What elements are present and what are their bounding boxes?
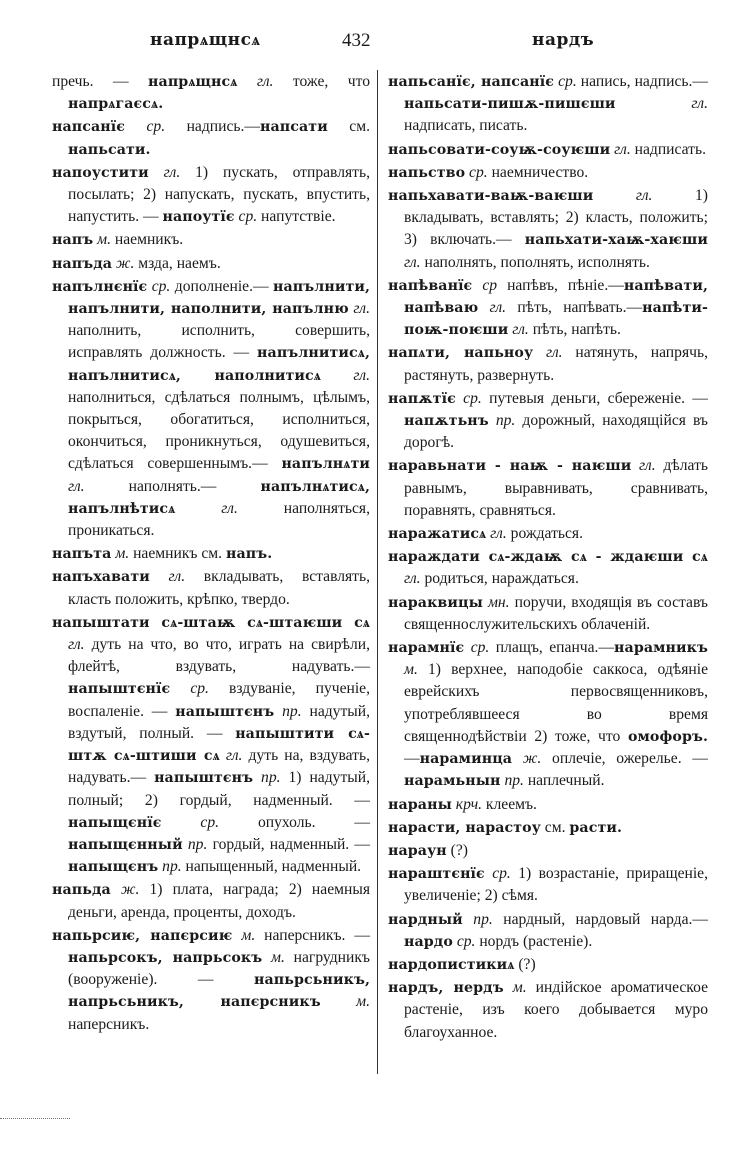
dictionary-entry [388,817,708,839]
headword: нардо [404,933,453,950]
headword: нардный [388,911,463,928]
definition-text: родиться, нараждаться. [420,570,579,588]
headword: напъда [52,255,113,272]
page-number: 432 [342,30,371,51]
dictionary-entry [52,612,370,878]
dictionary-entry [52,276,370,542]
headword: нараминца [419,751,513,768]
dictionary-entry [388,592,708,636]
header-left-word: напрѧщнсѧ [150,30,261,50]
grammar-label: пр. [182,835,208,853]
dictionary-entry [52,566,370,610]
grammar-label: гл. [486,525,507,543]
headword: напсати [260,119,328,136]
headword: напълнити, напълнити, наполнити, напълню [68,278,371,318]
headword: напълнитисѧ, напълнитисѧ, наполнитисѧ [68,345,370,384]
headword: нараштєнїє [388,866,485,883]
headword: напьрсиѥ, напєрсиѥ [52,927,233,944]
definition-text: дополненіе.— [170,277,273,295]
dictionary-entry [52,253,370,275]
column-divider [377,70,378,1074]
grammar-label: пр. [500,772,524,790]
definition-text: наполнять, пополнять, исполнять. [420,253,650,271]
headword: напыщєнный [68,836,183,853]
definition-text: наплечный. [523,772,605,790]
grammar-label: гл. [610,140,631,158]
definition-text: индійское ароматическое растеніе, изъ коего добывается муро благоуханное. [404,979,709,1041]
dictionary-entry [388,977,708,1044]
definition-text: (?) [446,841,468,859]
definition-text: дуть на что, во что, играть на свирѣли, флейтѣ, вздувать, надувать.— [68,636,370,676]
headword: нараун [388,842,447,859]
headword: нарамнїє [388,640,465,657]
grammar-label: гл. [478,299,507,317]
dictionary-entry [388,840,708,862]
definition-text: наемникъ. [111,231,184,249]
grammar-label: ж. [512,750,542,768]
grammar-label: ср. [125,118,166,136]
definition-text: надписать, писать. [404,117,528,135]
grammar-label: м. [262,948,285,966]
definition-text: наполнять.— [84,477,261,495]
definition-text: 1) надутый, полный; 2) гордый, надменный. — [68,769,370,809]
dictionary-entry [388,275,708,342]
dictionary-entry [388,637,708,792]
grammar-label: ср [472,276,498,294]
headword: напѧти, напьноу [388,345,534,362]
headword: напѣванїє [388,277,473,294]
definition-text: напыщенный, надменный. [181,858,362,876]
definition-text: — [404,750,420,768]
definition-text: опухоль. — [219,813,371,831]
headword: напьхати-хаѭ-хаѥши [524,232,708,249]
definition-text: натянуть, напрячь, растянуть, развернуть. [404,344,708,384]
dictionary-entry [388,546,708,590]
grammar-label: гл. [404,253,421,271]
grammar-label: ж. [110,881,140,899]
definition-text: 1) возрастаніе, приращеніе, увеличеніе; 2) сѣмя. [404,865,709,905]
headword: напѣвати, напѣваю [404,277,708,317]
definition-text: пѣть, напѣвать.— [506,299,643,317]
definition-text: дѣлать равнымъ, выравнивать, сравнивать, поравнять, сравняться. [404,457,708,519]
definition-text: наполняться, проникаться. [68,499,370,540]
dictionary-entry [52,162,370,229]
definition-text: надутый, вздутый, полный. — [68,702,371,742]
grammar-label: м. [404,661,418,679]
page-header [0,30,735,60]
right-column [388,71,708,1045]
grammar-label: гл. [533,344,563,362]
definition-text: см. [540,818,570,836]
dictionary-entry [388,162,708,184]
headword: напыштати сѧ-штаѭ сѧ-штаѥши сѧ [52,614,370,631]
grammar-label: пр. [274,702,302,720]
headword: напрѧгаєсѧ. [68,96,164,113]
definition-text: пречь. — [52,73,149,90]
headword: напыштити сѧ-штѫ сѧ-штиши сѧ [68,725,370,765]
grammar-label: гл. [68,477,85,495]
definition-text: мзда, наемъ. [134,254,221,272]
grammar-label: пр. [158,858,182,876]
definition-text: тоже, что [273,73,371,90]
headword: наражатисѧ [388,526,487,543]
grammar-label: м. [320,993,370,1011]
page-edge-mark [0,1118,70,1125]
definition-text: путевыя деньги, сбереженіе. — [481,389,708,407]
headword: наравьнати - наѭ - наѥши [388,458,632,475]
headword: напоутїє [162,209,235,226]
headword: напьхавати-ваѭ-ваѥши [388,188,594,205]
grammar-label: пр. [253,769,281,787]
grammar-label: крч. [451,795,483,813]
definition-text: см. [327,118,370,136]
grammar-label: ср. [147,277,171,295]
dictionary-entry [388,909,708,953]
grammar-label: гл. [593,187,653,205]
headword: напѣти-поѭ-поѥши [404,300,708,339]
grammar-label: гл. [68,636,85,654]
grammar-label: гл. [237,73,274,90]
dictionary-entry [388,954,708,976]
headword: нарамьнын [404,773,501,790]
header-right-word: нардъ [532,30,595,50]
definition-text: наперсникъ. — [255,926,370,944]
dictionary-entry [52,879,370,923]
headword: нараны [388,796,452,813]
grammar-label: ср. [484,865,511,883]
headword: напсанїє [52,119,126,136]
dictionary-entry [52,543,370,565]
headword: нардопистикиѧ [388,956,515,973]
grammar-label: ср. [465,163,488,181]
definition-text: наполнить, исполнить, совершить, исправлять должность. — [68,322,370,362]
dictionary-entry [388,342,708,386]
headword: напьсовати-соуѭ-соуѥши [388,141,611,158]
headword: напьсати. [68,141,151,158]
headword: нардъ, нердъ [388,980,504,997]
headword: напълнєнїє [52,278,148,295]
definition-text: 1) вкладывать, вставлять; 2) класть, положить; 3) включать.— [404,187,708,249]
headword: нараждати сѧ-ждаѭ сѧ - ждаѥши сѧ [388,549,708,566]
grammar-label: м. [93,231,111,249]
grammar-label: гл. [348,300,370,318]
grammar-label: ср. [234,208,258,226]
dictionary-entry [388,139,708,161]
dictionary-entry [388,185,708,274]
grammar-label: м. [111,545,130,563]
definition-text: надписать. [630,140,706,158]
grammar-label: гл. [508,321,529,339]
definition-text: клеемъ. [482,795,537,813]
headword: напьсати-пишѫ-пишєши [404,96,616,113]
headword: напълнѧтисѧ, напълнѣтисѧ [68,478,370,517]
dictionary-entry [388,388,708,455]
definition-text: оплечіе, ожерелье. — [541,750,708,768]
grammar-label: гл. [631,457,656,475]
definition-text: дуть на, вздувать, надувать.— [68,747,370,787]
headword: напыщєнъ [68,859,159,876]
headword: омофоръ. [627,728,708,745]
definition-text: (?) [514,955,536,973]
definition-text: гордый, надменный. — [207,835,370,853]
grammar-label: пр. [488,412,516,430]
definition-text: напѣвъ, пѣніе.— [497,276,624,294]
grammar-label: ср. [455,389,482,407]
headword: напьство [388,164,466,181]
definition-text: наполниться, сдѣлаться полнымъ, цѣлымъ, покрыться, обогатиться, исполниться, окончиться, проникнуться, одушевиться, сдѣлаться совершеннымъ.— [68,388,370,473]
dictionary-entry [388,863,708,907]
headword: напыштєнъ [154,770,254,787]
headword: напѫтїє [388,390,456,407]
headword: нарамникъ [614,640,708,657]
grammar-label: гл. [149,568,186,586]
definition-text: рождаться. [506,525,583,543]
headword: напѫтьнъ [404,413,489,430]
headword: напоустити [52,164,149,181]
headword: напъта [52,546,112,563]
headword: нарасти, нарастоу [388,819,541,836]
grammar-label: гл. [219,747,243,765]
definition-text: 1) плата, награда; 2) наемныя деньги, аренда, проценты, доходъ. [68,881,370,921]
dictionary-entry [52,116,370,160]
definition-text: 1) верхнее, наподобіе саккоса, одѣяніе еврейскихъ первосвященниковъ, употреблявшееся во время священнодѣйствіи 2) тоже, что [404,661,708,745]
headword: напъ. [225,546,273,563]
dictionary-entry [388,523,708,545]
dictionary-entry [388,794,708,816]
headword: напрѧщнсѧ [148,74,238,90]
left-column [52,71,370,1037]
headword: напьрсокъ, напрьсокъ [68,949,263,966]
grammar-label: гл. [148,163,181,181]
definition-text: плащъ, епанча.— [489,639,615,657]
dictionary-entry [388,71,708,138]
headword: напьсанїє, напсанїє [388,74,555,90]
grammar-label: гл. [615,95,708,113]
headword: напьда [52,882,111,899]
definition-text: напутствіе. [257,208,336,226]
headword: напълнѧти [281,456,370,473]
headword: расти. [569,819,622,836]
definition-text: вздуваніе, пученіе, воспаленіе. — [68,680,371,720]
grammar-label: м. [503,979,527,997]
grammar-label: гл. [175,499,238,517]
headword: напъ [52,232,94,249]
dictionary-entry [52,925,370,1036]
grammar-label: ср. [452,932,476,950]
headword: напыштєнїє [68,681,171,698]
grammar-label: гл. [320,366,370,384]
headword: напыштєнъ [175,703,275,720]
grammar-label: мн. [482,593,510,611]
definition-text: наемникъ см. [129,545,226,563]
grammar-label: ж. [112,254,135,272]
headword: нараквицы [388,594,483,611]
grammar-label: м. [232,926,256,944]
definition-text: дорожный, находящійся въ дорогѣ. [404,412,708,452]
dictionary-entry [52,71,370,115]
definition-text: наперсникъ. [68,1015,150,1033]
grammar-label: пр. [462,910,493,928]
headword: напыщєнїє [68,814,162,831]
headword: напъхавати [52,569,150,586]
definition-text: наемничество. [487,163,589,181]
grammar-label: ср. [554,73,577,90]
definition-text: 1) пускать, отправлять, посылать; 2) напускать, пускать, впустить, напустить. — [68,163,370,226]
dictionary-entry [388,455,708,522]
headword: напьрсьникъ, напрьсьникъ, напєрсникъ [68,972,370,1011]
definition-text: поручи, входящія въ составъ священнослужительскихъ облаченій. [404,593,708,633]
dictionary-entry [52,229,370,251]
definition-text: нагрудникъ (вооруженіе). — [68,948,371,989]
grammar-label: ср. [464,639,490,657]
grammar-label: ср. [170,680,209,698]
definition-text: нордъ (растеніе). [475,932,593,950]
definition-text: напись, надпись.— [576,73,708,90]
definition-text: нардный, нардовый нарда.— [492,910,709,928]
definition-text: пѣть, напѣть. [528,321,621,339]
grammar-label: ср. [161,813,220,831]
definition-text: вкладывать, вставлять, класть положить, крѣпко, твердо. [68,568,371,608]
grammar-label: гл. [404,570,421,588]
definition-text: надпись.— [165,118,261,136]
